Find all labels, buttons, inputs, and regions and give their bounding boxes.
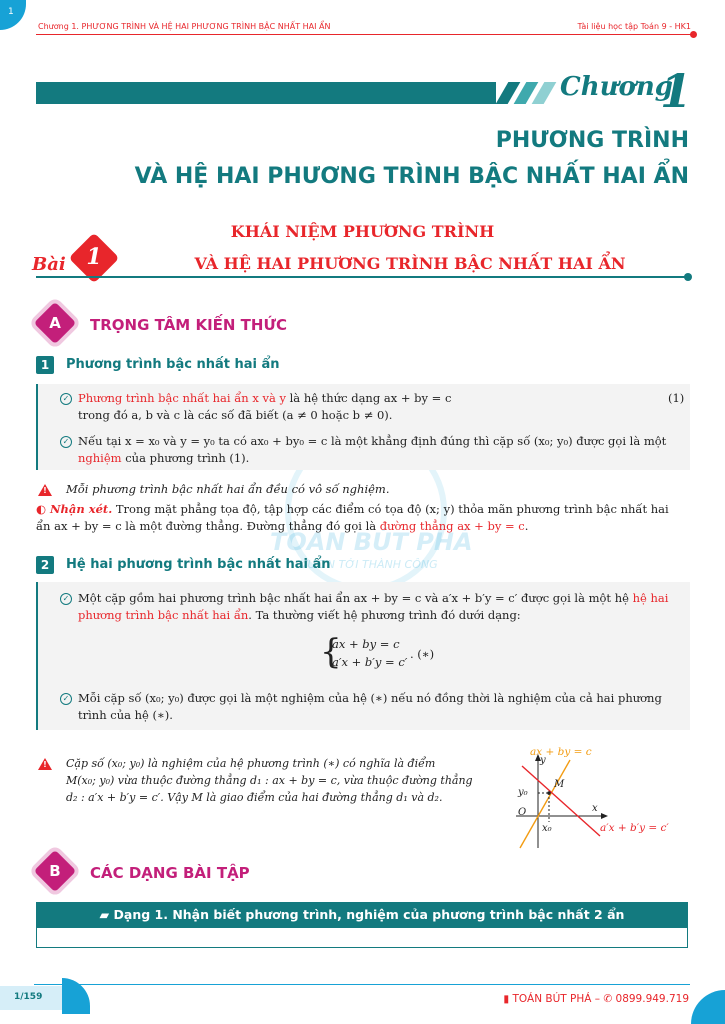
note-text: Cặp số (x₀; y₀) là nghiệm của hệ phương trình (∗) có nghĩa là điểm (66, 757, 436, 770)
subsection-title: Hệ hai phương trình bậc nhất hai ẩn (66, 557, 331, 572)
section-title: TRỌNG TÂM KIẾN THỨC (90, 316, 287, 334)
check-icon: ✓ (60, 393, 72, 405)
point-label: M (554, 779, 565, 790)
watermark-slogan: VƯƠN TỚI THÀNH CÔNG (300, 558, 438, 571)
section-title: CÁC DẠNG BÀI TẬP (90, 864, 250, 882)
footer-page-number: 1/159 (14, 992, 43, 1002)
lesson-label: Bài (32, 254, 66, 275)
lesson-divider (36, 276, 686, 278)
definition-text: phương trình bậc nhất hai ẩn. Ta thường viết hệ phương trình đó dưới dạng: (78, 608, 521, 622)
lesson-number: 1 (86, 244, 102, 270)
check-icon: ✓ (60, 693, 72, 705)
folder-icon: ▰ (99, 907, 114, 922)
definition-text: nghiệm của phương trình (1). (78, 451, 250, 465)
section-letter: A (49, 314, 61, 332)
subsection-title: Phương trình bậc nhất hai ẩn (66, 357, 280, 372)
y-axis-label: y (540, 755, 546, 766)
x-axis-label: x (592, 803, 598, 814)
line-d1-label: ax + by = c (530, 746, 592, 758)
origin-label: O (518, 807, 527, 818)
chapter-banner-bar (36, 82, 496, 104)
intersection-figure (500, 744, 690, 854)
system-equation: a′x + b′y = c′ (332, 655, 408, 669)
definition-text: Mỗi cặp số (x₀; y₀) được gọi là một nghiệm của hệ (∗) nếu nó đồng thời là nghiệm của cả hai phương (78, 691, 662, 705)
y0-label: y₀ (518, 787, 528, 798)
phone-icon: ✆ (603, 993, 616, 1005)
exercise-type-body (36, 928, 688, 948)
header-divider-dot (690, 31, 697, 38)
x0-label: x₀ (542, 823, 552, 834)
footer-divider (34, 984, 690, 985)
equation-tag: . (∗) (410, 647, 435, 661)
lesson-title: VÀ HỆ HAI PHƯƠNG TRÌNH BẬC NHẤT HAI ẨN (194, 254, 626, 273)
point-m (547, 791, 551, 795)
subsection-number: 2 (36, 556, 54, 574)
lesson-title: KHÁI NIỆM PHƯƠNG TRÌNH (230, 222, 495, 241)
remark-text: ẩn ax + by = c là một đường thẳng. Đường thẳng đó gọi là đường thẳng ax + by = c. (36, 519, 529, 533)
chapter-number: 1 (660, 64, 693, 118)
running-chapter-title: Chương 1. PHƯƠNG TRÌNH VÀ HỆ HAI PHƯƠNG TRÌNH BẬC NHẤT HAI ẨN (38, 22, 331, 31)
document-title: Tài liệu học tập Toán 9 - HK1 (577, 22, 691, 31)
x-axis-arrow (601, 813, 608, 819)
section-letter: B (49, 862, 61, 880)
watermark-brand: TOÁN BÚT PHÁ (270, 528, 473, 556)
chapter-title: PHƯƠNG TRÌNH (495, 128, 689, 153)
exercise-type-header: ▰ Dạng 1. Nhận biết phương trình, nghiệm của phương trình bậc nhất 2 ẩn (36, 902, 688, 928)
line-d2-label: a′x + b′y = c′ (600, 822, 669, 834)
definition-text: trình của hệ (∗). (78, 708, 173, 722)
file-icon: ▮ (503, 993, 513, 1005)
corner-decoration (691, 990, 725, 1024)
equation-tag: (1) (668, 391, 685, 405)
remark-text: ◐ Nhận xét. Trong mặt phẳng tọa độ, tập hợp các điểm có tọa độ (x; y) thỏa mãn phương trình bậc nhất hai (36, 502, 669, 516)
subsection-number: 1 (36, 356, 54, 374)
definition-text: trong đó a, b và c là các số đã biết (a ≠ 0 hoặc b ≠ 0). (78, 408, 393, 422)
check-icon: ✓ (60, 436, 72, 448)
footer-brand: ▮ TOÁN BÚT PHÁ – ✆ 0899.949.719 (503, 993, 689, 1005)
header-divider (36, 34, 694, 35)
note-text: d₂ : a′x + b′y = c′. Vậy M là giao điểm của hai đường thẳng d₁ và d₂. (66, 791, 443, 804)
definition-text: Một cặp gồm hai phương trình bậc nhất hai ẩn ax + by = c và a′x + b′y = c′ được gọi là một hệ hệ hai (78, 591, 669, 605)
warning-mark: ! (43, 760, 47, 769)
note-text: M(x₀; y₀) vừa thuộc đường thẳng d₁ : ax + by = c, vừa thuộc đường thẳng (66, 774, 473, 787)
system-equation: ax + by = c (332, 637, 400, 651)
definition-text: Nếu tại x = x₀ và y = y₀ ta có ax₀ + by₀ = c là một khẳng định đúng thì cặp số (x₀; y₀) được gọi là một (78, 434, 667, 448)
lesson-divider-dot (684, 273, 692, 281)
chapter-title: VÀ HỆ HAI PHƯƠNG TRÌNH BẬC NHẤT HAI ẨN (134, 164, 689, 189)
system-brace: { (320, 632, 342, 672)
chapter-label: Chương (560, 72, 673, 102)
warning-mark: ! (43, 486, 47, 495)
check-icon: ✓ (60, 593, 72, 605)
page-number: 1 (8, 7, 14, 17)
note-text: Mỗi phương trình bậc nhất hai ẩn đều có vô số nghiệm. (66, 482, 390, 496)
definition-text: Phương trình bậc nhất hai ẩn x và y là hệ thức dạng ax + by = c (78, 391, 452, 405)
